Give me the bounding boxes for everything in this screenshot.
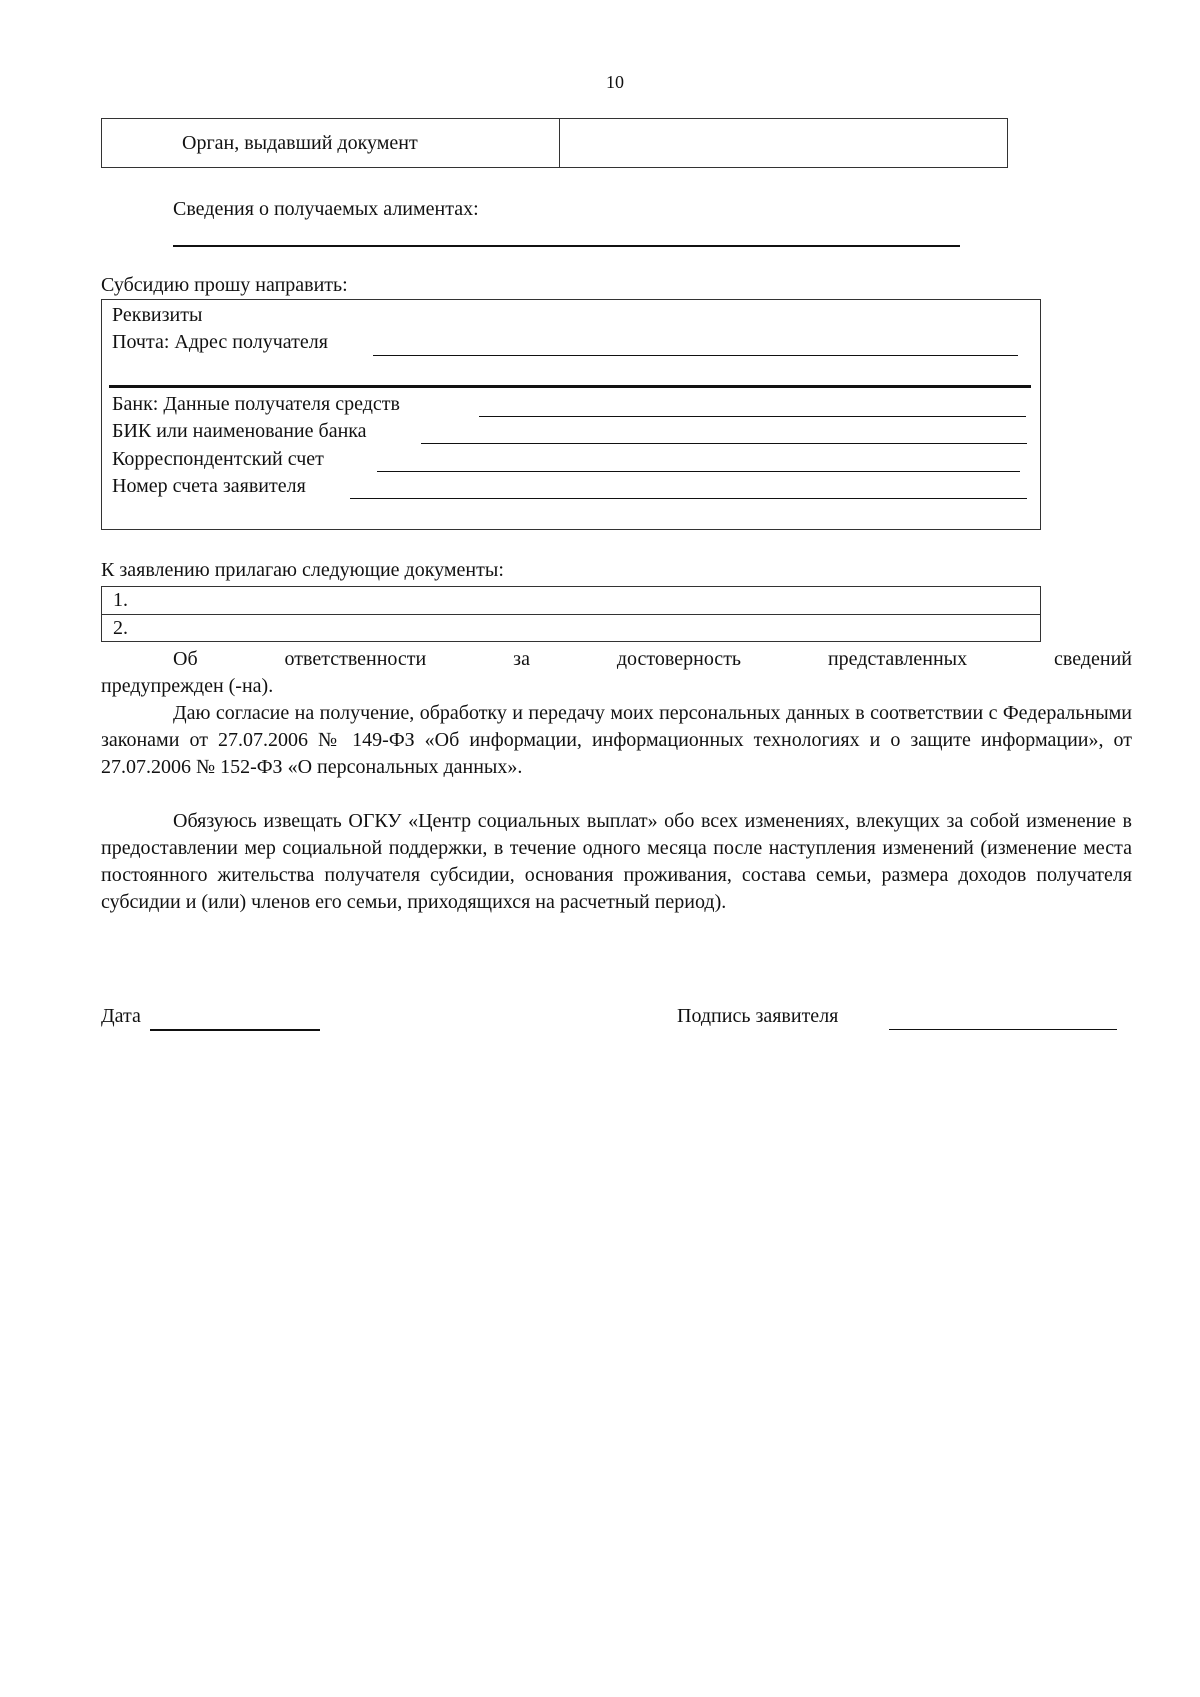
date-fill-line[interactable] xyxy=(150,1029,320,1031)
attachment-row[interactable]: 1. xyxy=(113,589,128,611)
issuer-label: Орган, выдавший документ xyxy=(102,119,560,167)
page-number: 10 xyxy=(606,72,624,92)
corr-account-fill-line[interactable] xyxy=(377,471,1020,472)
bank-recipient-fill-line[interactable] xyxy=(479,416,1026,417)
issuer-value-cell[interactable] xyxy=(560,119,1007,167)
signature-label: Подпись заявителя xyxy=(677,1005,839,1027)
date-label: Дата xyxy=(101,1005,141,1027)
issuer-table xyxy=(101,118,1008,168)
consent-paragraph: Даю согласие на получение, обработку и передачу моих персональных данных в соответствии с Федеральными законами от 27.07.2006 № 149-ФЗ «Об информации, информационных технологиях и о защите информации», от 27.07.2006 № 152-ФЗ «О персональных данных». xyxy=(101,702,1132,778)
bank-recipient-label: Банк: Данные получателя средств xyxy=(112,393,400,415)
applicant-account-label: Номер счета заявителя xyxy=(112,475,306,497)
attachment-row[interactable]: 2. xyxy=(102,614,1040,641)
applicant-account-fill-line[interactable] xyxy=(350,498,1027,499)
attachments-table xyxy=(101,586,1041,642)
obligation-paragraph: Обязуюсь извещать ОГКУ «Центр социальных выплат» обо всех изменениях, влекущих за собой изменение в предоставлении мер социальной поддержки, в течение одного месяца после наступления изменений (изменение места постоянного жительства получателя субсидии, основания проживания, состава семьи, размера доходов получателя субсидии и (или) членов его семьи, приходящихся на расчетный период). xyxy=(101,810,1132,913)
corr-account-label: Корреспондентский счет xyxy=(112,448,324,470)
post-address-fill-line[interactable] xyxy=(373,355,1018,356)
subsidy-label: Субсидию прошу направить: xyxy=(101,274,348,296)
requisites-divider xyxy=(109,385,1031,388)
bik-fill-line[interactable] xyxy=(421,443,1027,444)
responsibility-paragraph-end: предупрежден (-на). xyxy=(101,675,274,697)
alimony-fill-line[interactable] xyxy=(173,245,960,247)
requisites-title: Реквизиты xyxy=(112,304,203,326)
bik-label: БИК или наименование банка xyxy=(112,420,367,442)
alimony-label: Сведения о получаемых алиментах: xyxy=(173,198,479,220)
post-address-label: Почта: Адрес получателя xyxy=(112,331,328,353)
signature-fill-line[interactable] xyxy=(889,1029,1117,1030)
responsibility-paragraph: Об ответственности за достоверность представленных сведений xyxy=(173,648,1132,670)
attachments-label: К заявлению прилагаю следующие документы: xyxy=(101,559,504,581)
